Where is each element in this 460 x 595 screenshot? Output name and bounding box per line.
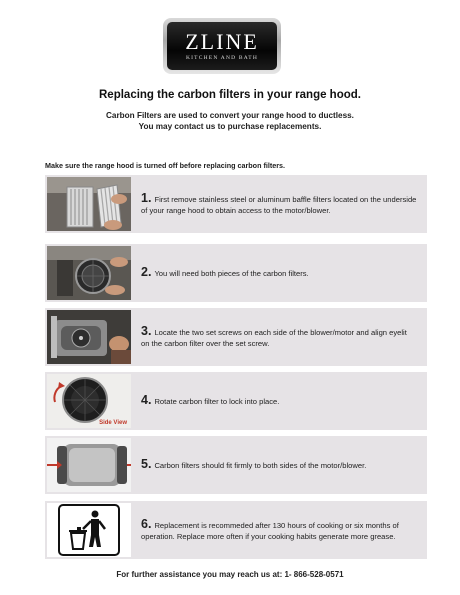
step-5-text bbox=[131, 459, 427, 471]
step-5-description: Carbon filters should fit firmly to both sides of the motor/blower. bbox=[154, 461, 367, 470]
step-1-description: First remove stainless steel or aluminum baffle filters located on the underside of your range hood to obtain access to the motor/blower. bbox=[141, 194, 417, 215]
step-4-text bbox=[131, 395, 427, 407]
side-view-label: Side View bbox=[99, 420, 127, 426]
intro-line-2: You may contact us to purchase replacements. bbox=[138, 122, 322, 131]
intro-line-1: Carbon Filters are used to convert your range hood to ductless. bbox=[106, 111, 354, 120]
step-2-number: 2. bbox=[141, 265, 152, 279]
step-6-number: 6. bbox=[141, 516, 152, 531]
step-3-number: 3. bbox=[141, 323, 152, 338]
step-1-number: 1. bbox=[141, 190, 152, 205]
step-3 bbox=[45, 308, 427, 366]
step-4-number: 4. bbox=[141, 393, 152, 407]
step-2-description: You will need both pieces of the carbon filters. bbox=[154, 269, 309, 278]
carbon-filter-photo bbox=[47, 246, 131, 300]
step-3-text bbox=[131, 323, 427, 349]
step-4-description: Rotate carbon filter to lock into place. bbox=[154, 397, 280, 406]
page-title: Replacing the carbon filters in your range hood. bbox=[99, 89, 361, 101]
step-3-description: Locate the two set screws on each side of the blower/motor and align eyelit on the carbon filter over the set screw. bbox=[141, 327, 407, 348]
step-6-text bbox=[131, 516, 427, 542]
fitted-filter-photo bbox=[47, 438, 131, 492]
baffle-filter-photo bbox=[47, 177, 131, 231]
step-6-description: Replacement is recommeded after 130 hours of cooking or six months of operation. Replace more often if your cooking habits generate more grease. bbox=[141, 520, 399, 541]
rotate-filter-photo bbox=[47, 374, 131, 428]
brand-logo bbox=[163, 18, 281, 74]
step-5-number: 5. bbox=[141, 457, 152, 471]
logo-tagline: KITCHEN AND BATH bbox=[185, 55, 259, 61]
logo-brand-name: ZLINE bbox=[185, 29, 259, 54]
step-2 bbox=[45, 244, 427, 302]
intro-text bbox=[0, 110, 460, 132]
step-6 bbox=[45, 501, 427, 559]
trash-can-icon bbox=[47, 503, 131, 557]
step-1-text bbox=[131, 190, 427, 216]
contact-footer: For further assistance you may reach us at: 1- 866-528-0571 bbox=[116, 570, 344, 579]
warning-text: Make sure the range hood is turned off before replacing carbon filters. bbox=[45, 161, 286, 170]
blower-motor-photo bbox=[47, 310, 131, 364]
step-2-text bbox=[131, 267, 427, 279]
step-5 bbox=[45, 436, 427, 494]
step-4 bbox=[45, 372, 427, 430]
step-1 bbox=[45, 175, 427, 233]
